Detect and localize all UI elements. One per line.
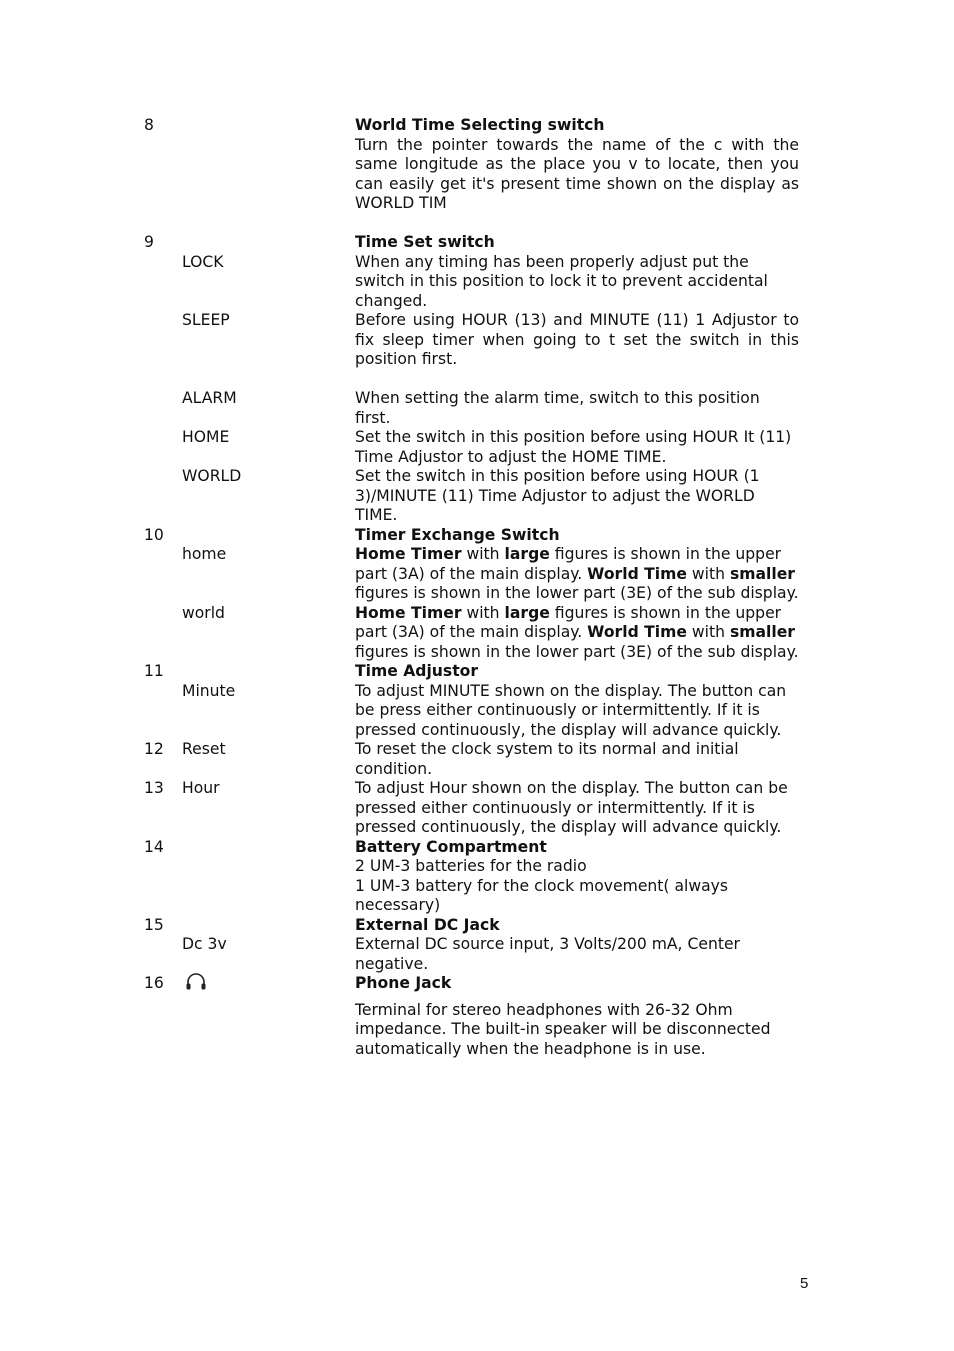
- item-title: External DC Jack: [355, 915, 500, 934]
- manual-content: [144, 116, 804, 1059]
- sub-item-label: LOCK: [182, 252, 224, 271]
- item-description-line: 2 UM-3 batteries for the radio: [355, 857, 587, 875]
- sub-item-label: Minute: [182, 681, 236, 700]
- headphones-icon: [182, 972, 210, 998]
- item-title: World Time Selecting switch: [355, 116, 605, 134]
- sub-item-phone: [144, 1001, 804, 1060]
- item-number: 15: [144, 915, 164, 934]
- sub-item-world-timer: [144, 604, 804, 663]
- item-title: Time Set switch: [355, 233, 495, 251]
- sub-item-label: Hour: [182, 779, 220, 797]
- sub-item-description: Before using HOUR (13) and MINUTE (11) 1 Adjustor to fix sleep timer when going to t set the switch in this position first.: [355, 311, 799, 368]
- item-number: 10: [144, 525, 164, 544]
- item-9: [144, 233, 804, 253]
- item-number: 14: [144, 837, 164, 856]
- item-10: [144, 526, 804, 546]
- sub-item-label: Reset: [182, 740, 226, 758]
- sub-item-sleep: [144, 311, 804, 370]
- sub-item-description: External DC source input, 3 Volts/200 mA, Center negative.: [355, 935, 740, 973]
- sub-item-label: home: [182, 545, 227, 563]
- item-title: Battery Compartment: [355, 837, 547, 856]
- sub-item-description: Terminal for stereo headphones with 26-32 Ohm impedance. The built-in speaker will be disconnected automatically when the headphone is in use.: [355, 1000, 771, 1058]
- item-15: [144, 916, 804, 936]
- item-14: [144, 838, 804, 916]
- sub-item-label: SLEEP: [182, 311, 230, 329]
- item-8: [144, 116, 804, 214]
- sub-item-description: Set the switch in this position before using HOUR (1 3)/MINUTE (11) Time Adjustor to adjust the WORLD TIME.: [355, 467, 760, 524]
- sub-item-description: To adjust MINUTE shown on the display. The button can be press either continuously or intermittently. If it is pressed continuously, the display will advance quickly.: [355, 681, 787, 739]
- sub-item-description: When setting the alarm time, switch to this position first.: [355, 389, 760, 427]
- sub-item-world: [144, 467, 804, 526]
- sub-item-label: WORLD: [182, 467, 242, 485]
- sub-item-description: Home Timer with large figures is shown in the upper part (3A) of the main display. World Time with smaller figures is shown in the lower part (3E) of the sub display.: [355, 603, 799, 661]
- item-number: 9: [144, 233, 154, 251]
- sub-item-home-timer: [144, 545, 804, 604]
- sub-item-label: Dc 3v: [182, 935, 227, 953]
- sub-item-label: world: [182, 603, 225, 622]
- sub-item-label: HOME: [182, 428, 230, 446]
- sub-item-lock: [144, 253, 804, 312]
- item-11: [144, 662, 804, 682]
- item-description-line: 1 UM-3 battery for the clock movement( always necessary): [355, 876, 729, 914]
- sub-item-home: [144, 428, 804, 467]
- sub-item-alarm: [144, 389, 804, 428]
- sub-item-label: ALARM: [182, 389, 237, 407]
- item-number: 12: [144, 740, 164, 758]
- item-title: Timer Exchange Switch: [355, 525, 560, 544]
- sub-item-description: Set the switch in this position before using HOUR It (11) Time Adjustor to adjust the HOME TIME.: [355, 428, 792, 466]
- item-number: 16: [144, 974, 164, 992]
- sub-item-description: To reset the clock system to its normal and initial condition.: [355, 740, 739, 778]
- sub-item-description: When any timing has been properly adjust put the switch in this position to lock it to prevent accidental changed.: [355, 252, 768, 310]
- page-number: 5: [800, 1275, 809, 1292]
- item-13: [144, 779, 804, 838]
- item-12: [144, 740, 804, 779]
- sub-item-dc: [144, 935, 804, 974]
- sub-item-description: To adjust Hour shown on the display. The button can be pressed either continuously or intermittently. If it is pressed continuously, the display will advance quickly.: [355, 779, 788, 836]
- item-number: 13: [144, 779, 164, 797]
- sub-item-description: Home Timer with large figures is shown in the upper part (3A) of the main display. World Time with smaller figures is shown in the lower part (3E) of the sub display.: [355, 545, 799, 602]
- item-number: 8: [144, 116, 154, 134]
- item-title: Phone Jack: [355, 974, 452, 992]
- item-description: Turn the pointer towards the name of the c with the same longitude as the place you v to locate, then you can easily get it's present time shown on the display as WORLD TIM: [355, 135, 799, 212]
- item-number: 11: [144, 662, 164, 680]
- sub-item-minute: [144, 682, 804, 741]
- item-16: [144, 974, 804, 998]
- item-title: Time Adjustor: [355, 662, 479, 680]
